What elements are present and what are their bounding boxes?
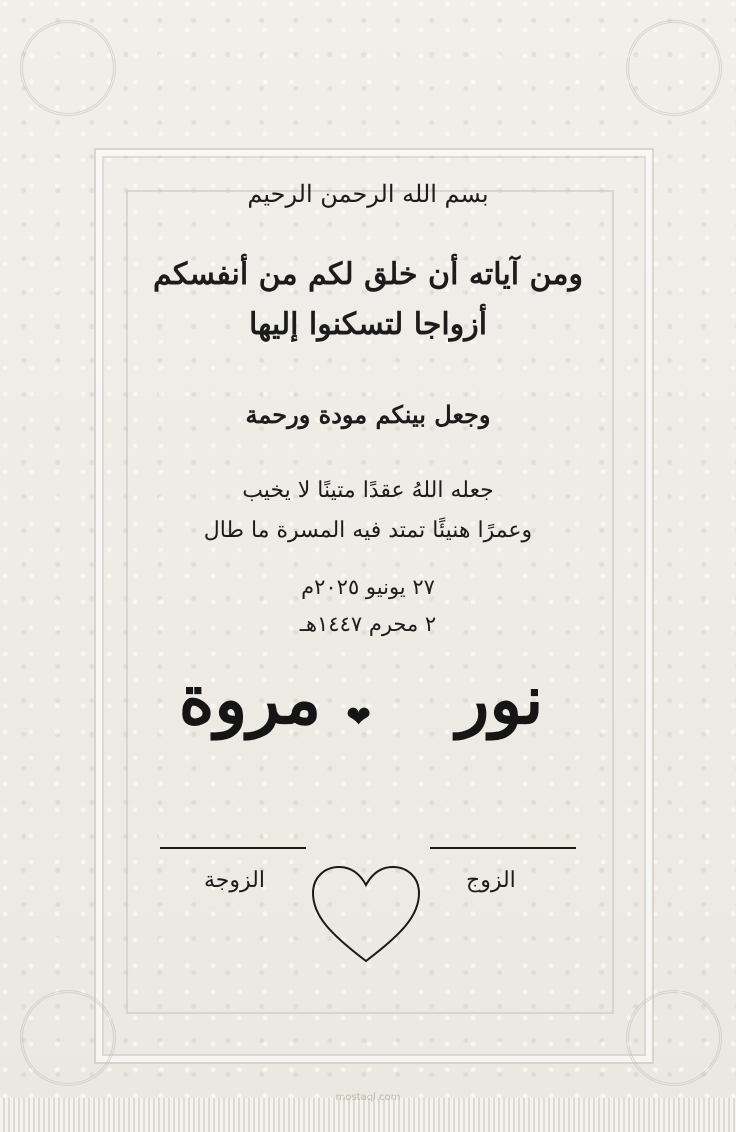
- bride-name: مروة: [178, 660, 322, 740]
- groom-name: نور: [456, 660, 544, 740]
- quran-verse-secondary: وجعل بينكم مودة ورحمة: [245, 400, 491, 429]
- hijri-date: ٢ محرم ١٤٤٧هـ: [299, 612, 437, 636]
- watermark: mostaql.com: [335, 1092, 401, 1103]
- corner-ornament-top-right: [626, 20, 722, 116]
- basmala: بسم الله الرحمن الرحيم: [247, 180, 489, 208]
- corner-ornament-bottom-left: [20, 990, 116, 1086]
- dua-line-1: جعله اللهُ عقدًا متينًا لا يخيب: [242, 478, 494, 503]
- groom-signature-line: [430, 847, 576, 849]
- bride-signature-line: [160, 847, 306, 849]
- quran-verse-main: ومن آياته أن خلق لكم من أنفسكم أزواجا لتسكنوا إليها: [153, 257, 583, 342]
- corner-ornament-top-left: [20, 20, 116, 116]
- gregorian-date: ٢٧ يونيو ٢٠٢٥م: [301, 575, 435, 599]
- groom-label: الزوج: [466, 868, 516, 893]
- small-heart-icon: ❤: [346, 700, 372, 735]
- dua-line-2: وعمرًا هنيئًا تمتد فيه المسرة ما طال: [203, 518, 533, 543]
- bottom-fringe: [0, 1098, 736, 1132]
- bride-label: الزوجة: [204, 868, 265, 893]
- corner-ornament-bottom-right: [626, 990, 722, 1086]
- large-heart-outline-icon: [309, 863, 423, 967]
